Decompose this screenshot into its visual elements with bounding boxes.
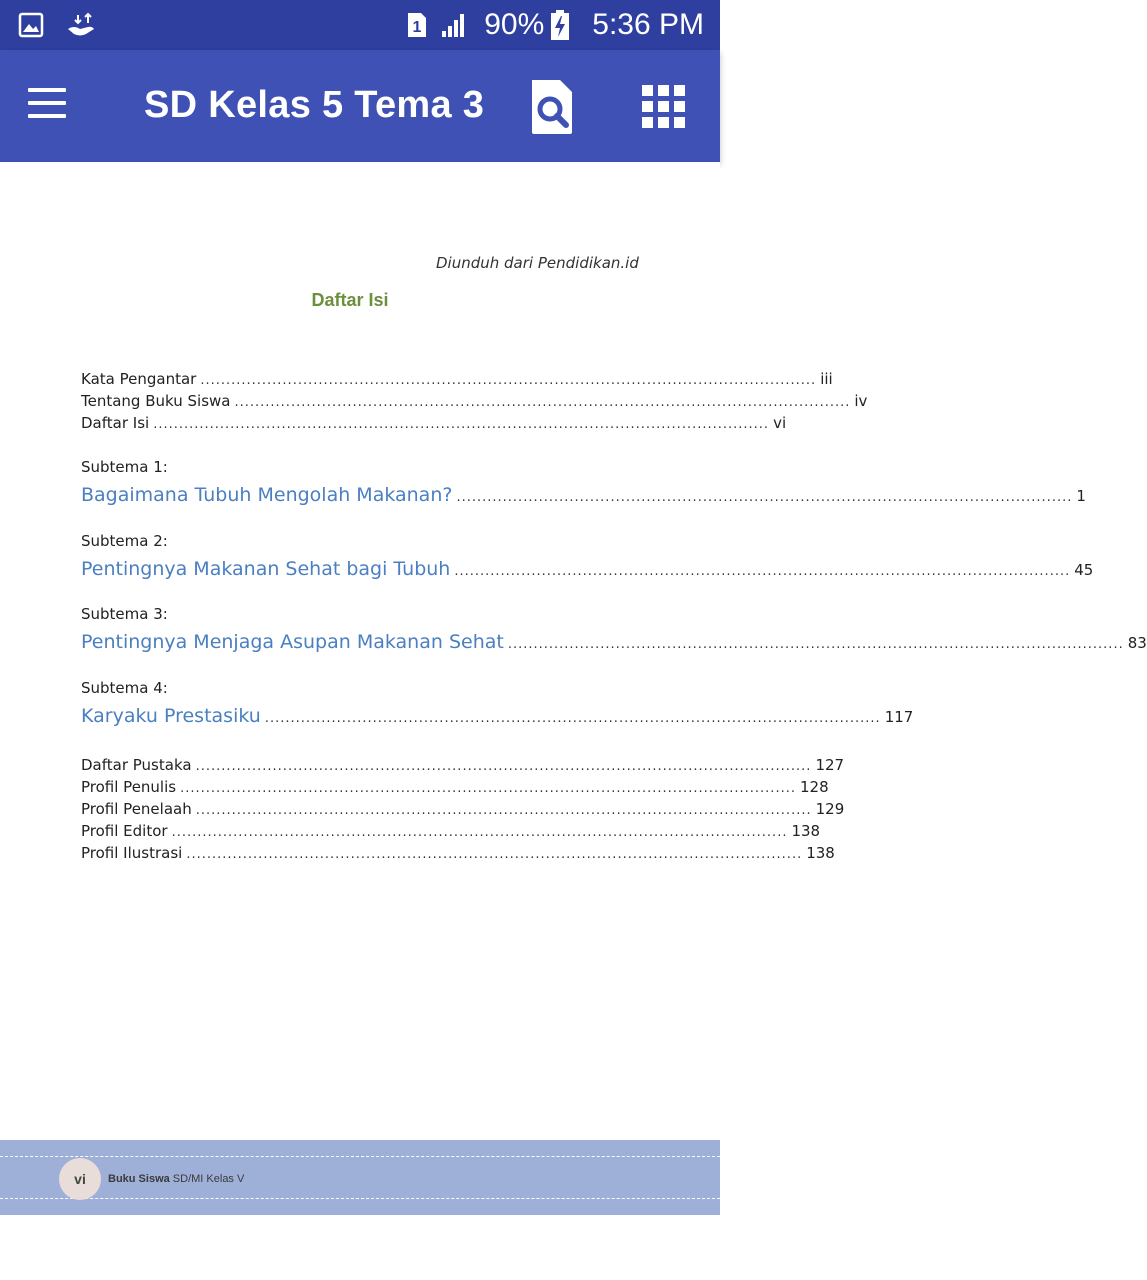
- toc-leader: ........................................................................................................................: [234, 395, 851, 410]
- subtema-label: Subtema 2:: [81, 532, 168, 550]
- image-icon: [18, 12, 44, 38]
- footer-divider: [0, 1198, 720, 1199]
- toc-row-subtema-3: [81, 631, 1147, 653]
- toc-row-tentang-buku-siswa: [81, 392, 868, 410]
- toc-page-number: vi: [773, 414, 787, 432]
- document-page[interactable]: [0, 162, 1147, 1280]
- toc-leader: ........................................................................................................................: [454, 564, 1071, 579]
- search-document-icon[interactable]: [528, 78, 578, 136]
- status-bar: [0, 0, 720, 50]
- toc-page-number: 138: [806, 844, 835, 862]
- toc-page-number: 138: [791, 822, 821, 840]
- toc-row-profil-ilustrasi: [81, 844, 835, 862]
- toc-row-subtema-2: [81, 558, 1094, 580]
- toc-page-number: 129: [815, 800, 845, 818]
- toc-row-subtema-4: [81, 705, 914, 727]
- watermark: Diunduh dari Pendidikan.id: [436, 254, 639, 272]
- toc-row-daftar-isi: [81, 414, 787, 432]
- toc-page-number: 127: [815, 756, 845, 774]
- subtema-label: Subtema 3:: [81, 605, 168, 623]
- toc-page-number: 45: [1074, 561, 1094, 579]
- battery-percent: 90%: [484, 8, 545, 41]
- toc-row-profil-penulis: [81, 778, 829, 796]
- sim-badge: 1: [412, 19, 422, 36]
- toc-row-kata-pengantar: [81, 370, 833, 388]
- toc-leader: ........................................................................................................................: [264, 711, 881, 726]
- subtema-title: Karyaku Prestasiku: [81, 705, 261, 727]
- app-bar: [0, 50, 720, 162]
- menu-icon[interactable]: [28, 88, 68, 122]
- toc-label: Daftar Pustaka: [81, 756, 192, 774]
- toc-label: Kata Pengantar: [81, 370, 197, 388]
- toc-leader: ........................................................................................................................: [456, 490, 1073, 505]
- toc-leader: ........................................................................................................................: [195, 759, 812, 774]
- footer-book-rest: SD/MI Kelas V: [169, 1173, 245, 1185]
- toc-row-subtema-1: [81, 484, 1086, 506]
- page-footer: [0, 1140, 720, 1215]
- toc-page-number: 117: [884, 708, 914, 726]
- subtema-label: Subtema 4:: [81, 679, 168, 697]
- toc-row-profil-penelaah: [81, 800, 845, 818]
- subtema-title: Bagaimana Tubuh Mengolah Makanan?: [81, 484, 453, 506]
- toc-page-number: 1: [1076, 487, 1086, 505]
- toc-label: Daftar Isi: [81, 414, 150, 432]
- battery-charging-icon: [550, 9, 570, 41]
- signal-icon: [440, 11, 468, 39]
- toc-leader: ........................................................................................................................: [186, 847, 803, 862]
- clock: 5:36 PM: [592, 8, 704, 41]
- toc-row-profil-editor: [81, 822, 821, 840]
- toc-leader: ........................................................................................................................: [180, 781, 796, 796]
- toc-label: Profil Penelaah: [81, 800, 192, 818]
- page-number-badge: vi: [59, 1158, 101, 1200]
- sim-icon: [406, 11, 428, 39]
- toc-leader: ........................................................................................................................: [195, 803, 812, 818]
- grid-icon[interactable]: [640, 83, 688, 131]
- download-icon: [66, 11, 98, 39]
- footer-divider: [0, 1156, 720, 1157]
- toc-label: Profil Penulis: [81, 778, 177, 796]
- toc-page-number: 128: [799, 778, 829, 796]
- subtema-title: Pentingnya Menjaga Asupan Makanan Sehat: [81, 631, 504, 653]
- toc-leader: ........................................................................................................................: [507, 637, 1124, 652]
- toc-leader: ........................................................................................................................: [171, 825, 788, 840]
- footer-book-title: [108, 1173, 244, 1185]
- toc-page-number: iv: [854, 392, 868, 410]
- toc-label: Profil Editor: [81, 822, 168, 840]
- footer-book-bold: Buku Siswa: [108, 1173, 170, 1185]
- toc-leader: ........................................................................................................................: [200, 373, 817, 388]
- toc-label: Tentang Buku Siswa: [81, 392, 231, 410]
- toc-row-daftar-pustaka: [81, 756, 845, 774]
- toc-label: Profil Ilustrasi: [81, 844, 183, 862]
- subtema-title: Pentingnya Makanan Sehat bagi Tubuh: [81, 558, 451, 580]
- subtema-label: Subtema 1:: [81, 458, 168, 476]
- toc-leader: ........................................................................................................................: [153, 417, 770, 432]
- app-title: SD Kelas 5 Tema 3: [144, 84, 485, 126]
- toc-page-number: iii: [820, 370, 833, 388]
- toc-title: Daftar Isi: [311, 290, 389, 310]
- toc-page-number: 83: [1127, 634, 1147, 652]
